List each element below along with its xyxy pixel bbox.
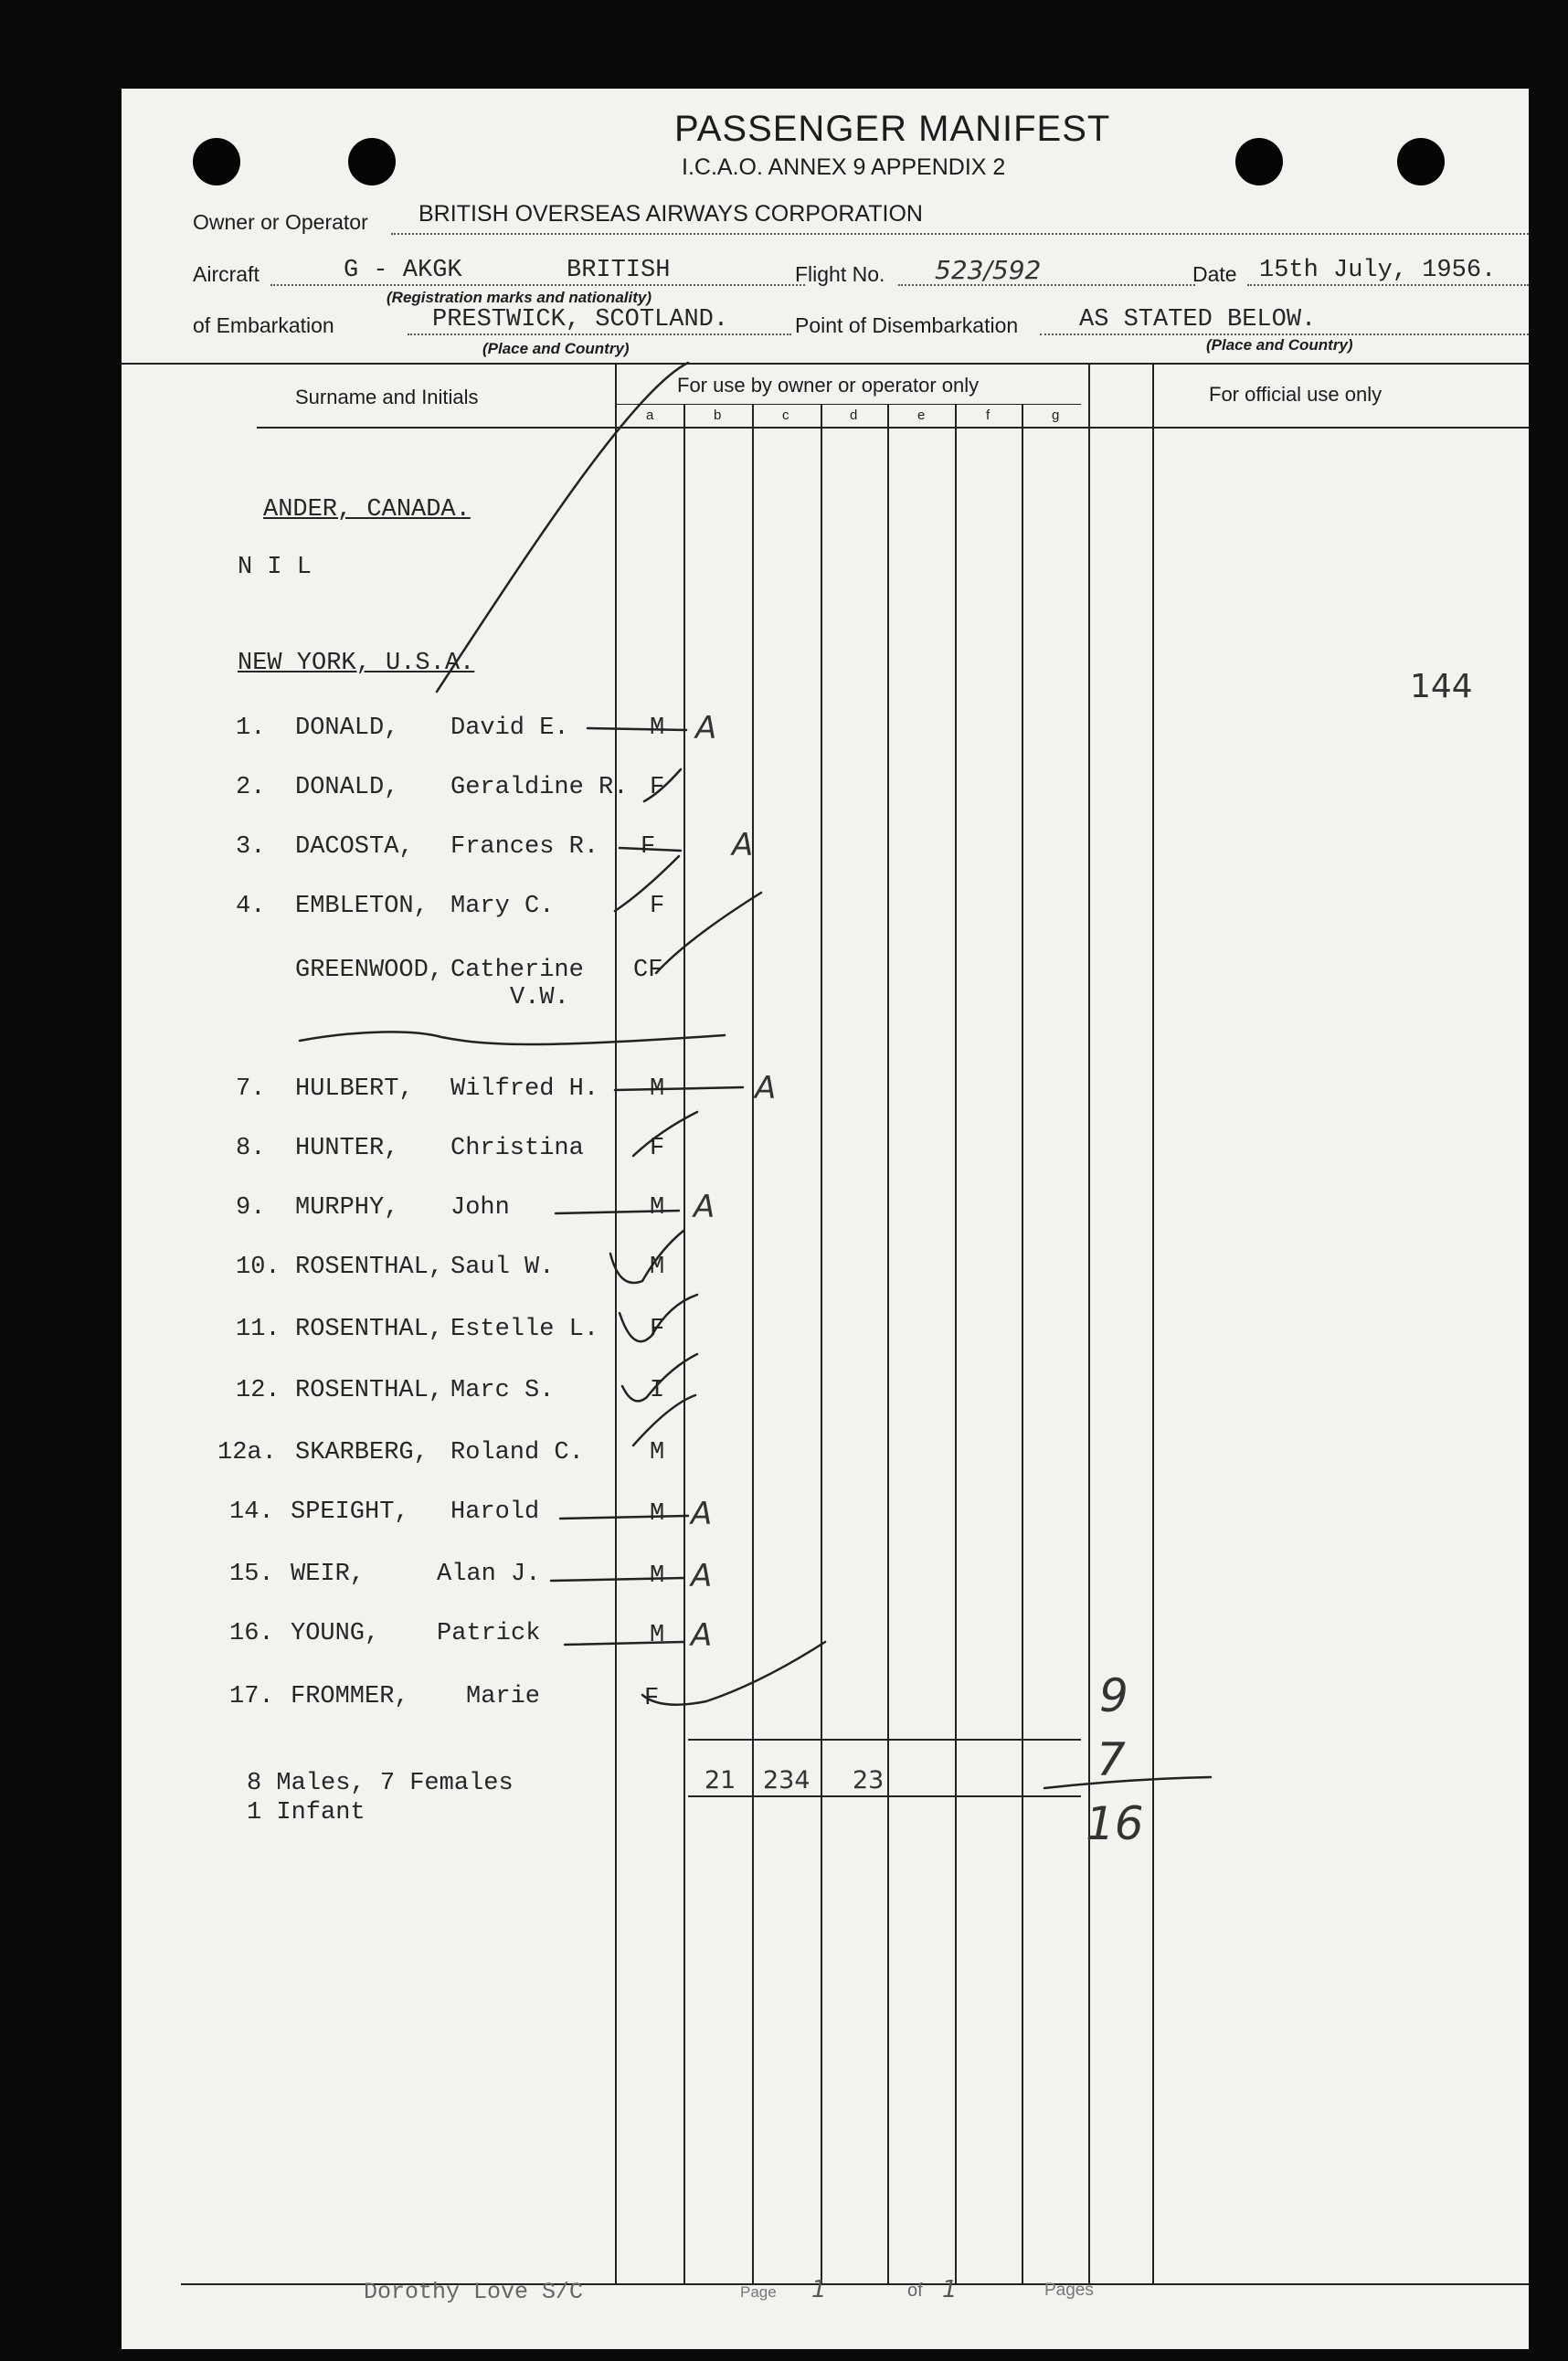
checkmark bbox=[610, 1231, 683, 1283]
passenger-number: 7. bbox=[236, 1075, 266, 1103]
strike-line bbox=[588, 728, 686, 730]
passenger-sex: CF bbox=[633, 957, 663, 984]
passenger-number: 11. bbox=[236, 1316, 281, 1343]
passenger-mark: A bbox=[695, 710, 717, 746]
passenger-mark: A bbox=[691, 1558, 713, 1594]
passenger-given-name: Alan J. bbox=[437, 1561, 541, 1588]
passenger-number: 15. bbox=[229, 1561, 274, 1588]
checkmark bbox=[633, 1395, 695, 1445]
embarkation-label: of Embarkation bbox=[193, 313, 334, 337]
embarkation-value: PRESTWICK, SCOTLAND. bbox=[432, 306, 729, 334]
totals-infant-count: 1 Infant bbox=[247, 1799, 366, 1826]
passenger-surname: DONALD, bbox=[295, 715, 399, 742]
total-pages: 1 bbox=[942, 2276, 958, 2303]
passenger-given-name: Marie bbox=[466, 1683, 541, 1710]
passenger-number: 14. bbox=[229, 1498, 274, 1526]
passenger-sex: M bbox=[650, 1075, 665, 1103]
passenger-given-name: Harold bbox=[450, 1498, 540, 1526]
disembarkation-note: (Place and Country) bbox=[1206, 336, 1353, 354]
fraction-bar bbox=[1044, 1777, 1211, 1788]
passenger-sex: M bbox=[650, 1500, 665, 1528]
manifest-page bbox=[122, 89, 1529, 2349]
page-number: 1 bbox=[811, 2276, 827, 2303]
passenger-sex: M bbox=[650, 1562, 665, 1590]
passenger-sex: F bbox=[650, 774, 665, 801]
hand-count-males: 9 bbox=[1099, 1669, 1128, 1722]
flight-number: 523/592 bbox=[935, 255, 1042, 285]
passenger-sex: M bbox=[650, 1194, 665, 1222]
manifest-subtitle: I.C.A.O. ANNEX 9 APPENDIX 2 bbox=[682, 154, 1006, 180]
passenger-surname: GREENWOOD, bbox=[295, 957, 444, 984]
passenger-number: 2. bbox=[236, 774, 266, 801]
handwritten-marks bbox=[122, 89, 1529, 2349]
owner-value: BRITISH OVERSEAS AIRWAYS CORPORATION bbox=[418, 201, 923, 227]
flight-label: Flight No. bbox=[795, 262, 885, 286]
passenger-surname: DONALD, bbox=[295, 774, 399, 801]
official-count: 144 bbox=[1410, 668, 1473, 705]
passenger-given-name: Estelle L. bbox=[450, 1316, 599, 1343]
passenger-number: 12a. bbox=[217, 1439, 277, 1466]
checkmark bbox=[644, 769, 681, 801]
passenger-surname: HULBERT, bbox=[295, 1075, 414, 1103]
passenger-sex: M bbox=[650, 1254, 665, 1281]
passenger-mark: A bbox=[732, 827, 754, 863]
passenger-surname: WEIR, bbox=[291, 1561, 366, 1588]
gander-nil: N I L bbox=[238, 554, 313, 581]
page-label: Page bbox=[740, 2283, 777, 2301]
disembarkation-value: AS STATED BELOW. bbox=[1079, 306, 1317, 334]
passenger-number: 4. bbox=[236, 893, 266, 920]
subcol-g: g bbox=[1052, 408, 1060, 423]
subcol-f: f bbox=[986, 408, 991, 423]
passenger-sex: M bbox=[650, 715, 665, 742]
passenger-given-name: John bbox=[450, 1194, 510, 1222]
passenger-surname: ROSENTHAL, bbox=[295, 1254, 444, 1281]
passenger-surname: SKARBERG, bbox=[295, 1439, 429, 1466]
gander-heading: ANDER, CANADA. bbox=[263, 496, 471, 524]
passenger-number: 1. bbox=[236, 715, 266, 742]
passenger-number: 12. bbox=[236, 1377, 281, 1404]
strike-line bbox=[560, 1516, 688, 1519]
passenger-surname: EMBLETON, bbox=[295, 893, 429, 920]
total-col-d: 23 bbox=[853, 1766, 885, 1795]
passenger-sex: F bbox=[641, 833, 656, 861]
hand-count-females: 7 bbox=[1097, 1733, 1126, 1786]
strike-line bbox=[551, 1578, 683, 1581]
strike-through-wavy bbox=[300, 1032, 725, 1044]
strike-line bbox=[565, 1642, 683, 1645]
passenger-mark: A bbox=[755, 1070, 777, 1106]
passenger-sex: F bbox=[650, 1135, 665, 1162]
totals-sex-count: 8 Males, 7 Females bbox=[247, 1770, 514, 1797]
registration-note: (Registration marks and nationality) bbox=[387, 289, 652, 306]
checkmark bbox=[620, 1295, 697, 1341]
checkmark bbox=[642, 1642, 825, 1705]
passenger-given-name: Marc S. bbox=[450, 1377, 555, 1404]
passenger-number: 8. bbox=[236, 1135, 266, 1162]
passenger-sex: M bbox=[650, 1439, 665, 1466]
date-label: Date bbox=[1192, 262, 1237, 286]
passenger-sex: M bbox=[650, 1622, 665, 1649]
checkmark bbox=[622, 1354, 697, 1401]
passenger-surname: DACOSTA, bbox=[295, 833, 414, 861]
surname-column-header: Surname and Initials bbox=[295, 386, 479, 408]
passenger-sex: F bbox=[650, 893, 665, 920]
passenger-given-name: Geraldine R. bbox=[450, 774, 629, 801]
passenger-surname: YOUNG, bbox=[291, 1620, 380, 1647]
passenger-sex: I bbox=[650, 1377, 665, 1404]
new-york-heading: NEW YORK, U.S.A. bbox=[238, 650, 475, 677]
passenger-given-name: Wilfred H. bbox=[450, 1075, 599, 1103]
passenger-surname: HUNTER, bbox=[295, 1135, 399, 1162]
hand-count-total: 16 bbox=[1086, 1797, 1144, 1850]
passenger-surname: ROSENTHAL, bbox=[295, 1316, 444, 1343]
passenger-surname: ROSENTHAL, bbox=[295, 1377, 444, 1404]
passenger-number: 16. bbox=[229, 1620, 274, 1647]
subcol-a: a bbox=[646, 408, 654, 423]
signature: Dorothy Love S/C bbox=[364, 2279, 584, 2305]
passenger-number: 17. bbox=[229, 1683, 274, 1710]
official-use-header: For official use only bbox=[1209, 383, 1383, 406]
strike-line bbox=[556, 1211, 679, 1213]
checkmark bbox=[633, 1112, 697, 1156]
passenger-given-name: Catherine bbox=[450, 957, 584, 984]
owner-label: Owner or Operator bbox=[193, 210, 368, 234]
total-col-b: 21 bbox=[705, 1766, 736, 1795]
date-value: 15th July, 1956. bbox=[1259, 257, 1497, 284]
aircraft-label: Aircraft bbox=[193, 262, 260, 286]
passenger-mark: A bbox=[691, 1617, 713, 1654]
passenger-surname: MURPHY, bbox=[295, 1194, 399, 1222]
passenger-given-name: Mary C. bbox=[450, 893, 555, 920]
passenger-number: 3. bbox=[236, 833, 266, 861]
strike-line bbox=[620, 848, 681, 851]
subcol-e: e bbox=[917, 408, 926, 423]
aircraft-nationality: BRITISH bbox=[567, 257, 671, 284]
passenger-mark: A bbox=[694, 1189, 715, 1225]
passenger-number: 10. bbox=[236, 1254, 281, 1281]
passenger-given-name: Roland C. bbox=[450, 1439, 584, 1466]
pages-label: Pages bbox=[1044, 2281, 1094, 2300]
passenger-surname: FROMMER, bbox=[291, 1683, 409, 1710]
total-col-c: 234 bbox=[763, 1766, 810, 1795]
passenger-given-name: Saul W. bbox=[450, 1254, 555, 1281]
passenger-given-name: Frances R. bbox=[450, 833, 599, 861]
subcol-c: c bbox=[782, 408, 789, 423]
checkmark bbox=[656, 893, 761, 973]
passenger-surname: SPEIGHT, bbox=[291, 1498, 409, 1526]
passenger-given-name-2: V.W. bbox=[510, 984, 569, 1011]
passenger-given-name: David E. bbox=[450, 715, 569, 742]
passenger-sex: F bbox=[650, 1316, 665, 1343]
passenger-given-name: Patrick bbox=[437, 1620, 541, 1647]
disembarkation-label: Point of Disembarkation bbox=[795, 313, 1019, 337]
subcol-d: d bbox=[850, 408, 858, 423]
passenger-given-name: Christina bbox=[450, 1135, 584, 1162]
subcol-b: b bbox=[714, 408, 722, 423]
cross-out-stroke bbox=[437, 363, 688, 692]
checkmark bbox=[615, 856, 679, 911]
strike-line bbox=[615, 1087, 743, 1090]
aircraft-registration: G - AKGK bbox=[344, 257, 462, 284]
passenger-number: 9. bbox=[236, 1194, 266, 1222]
passenger-mark: A bbox=[691, 1496, 713, 1532]
owner-use-header: For use by owner or operator only bbox=[677, 374, 980, 397]
passenger-sex: F bbox=[644, 1685, 660, 1712]
of-label: of bbox=[907, 2281, 923, 2301]
manifest-title: PASSENGER MANIFEST bbox=[674, 109, 1111, 149]
embarkation-note: (Place and Country) bbox=[482, 340, 630, 357]
